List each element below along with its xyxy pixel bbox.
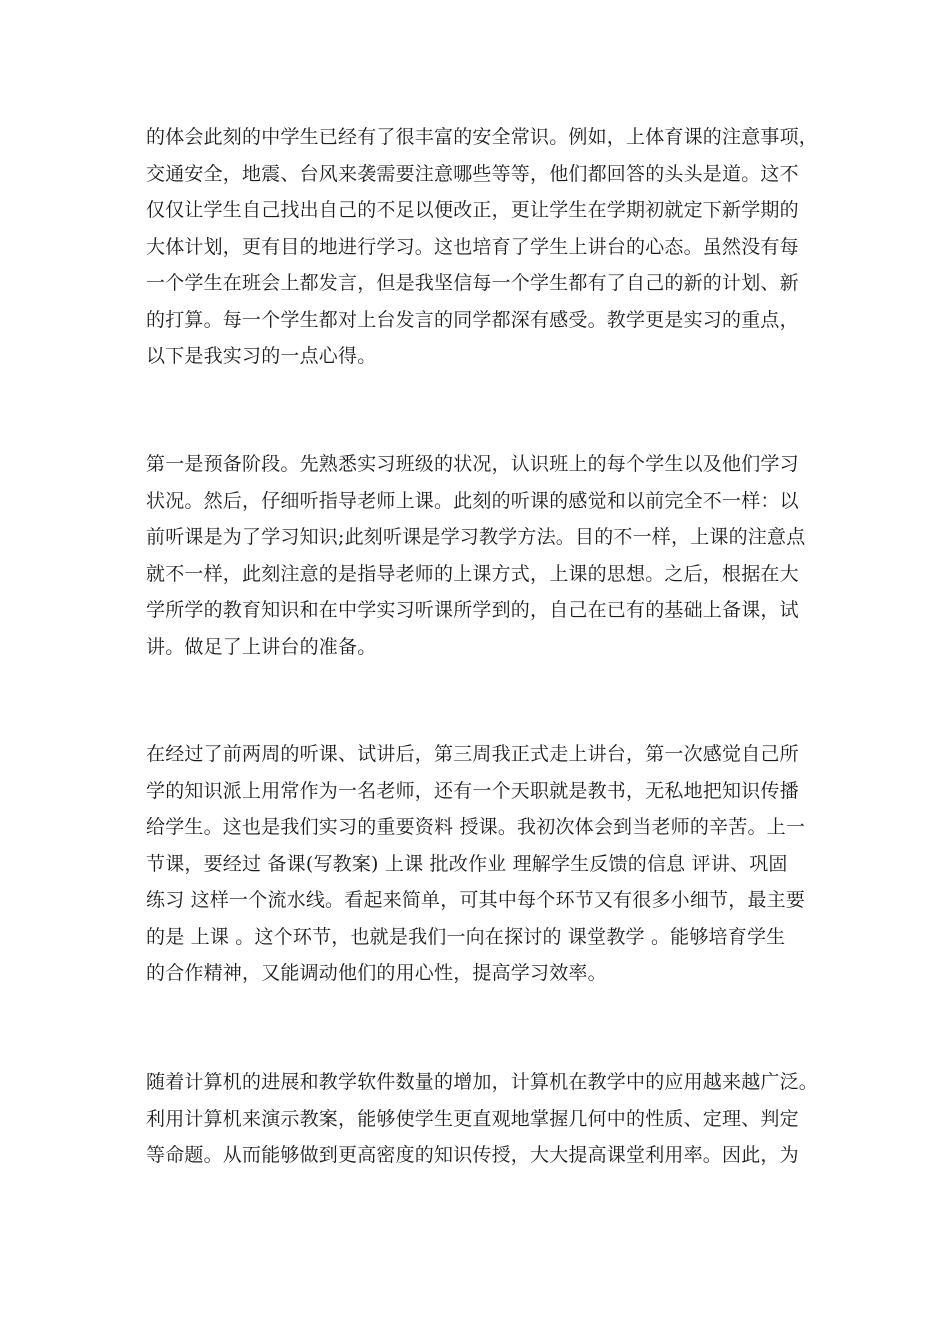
text-line: 随着计算机的进展和教学软件数量的增加，计算机在教学中的应用越来越广泛。 [146,1071,819,1093]
text-line: 等命题。从而能够做到更高密度的知识传授，大大提高课堂利用率。因此，为 [146,1144,799,1166]
text-line: 就不一样，此刻注意的是指导老师的上课方式，上课的思想。之后，根据在大 [146,562,799,585]
text-line: 讲。做足了上讲台的准备。 [146,635,377,658]
text-line: 大体计划，更有目的地进行学习。这也培育了学生上讲台的心态。虽然没有每 [146,235,799,258]
text-line: 交通安全，地震、台风来袭需要注意哪些等等，他们都回答的头头是道。这不 [146,162,799,185]
text-line: 利用计算机来演示教案，能够使学生更直观地掌握几何中的性质、定理、判定 [146,1107,799,1130]
text-line: 以下是我实习的一点心得。 [146,345,377,367]
text-line: 的合作精神，又能调动他们的用心性，提高学习效率。 [146,962,607,984]
text-line: 在经过了前两周的听课、试讲后，第三周我正式走上讲台，第一次感觉自己所 [146,743,799,765]
text-line: 前听课是为了学习知识;此刻听课是学习教学方法。目的不一样，上课的注意点 [146,526,806,548]
text-line: 练习 这样一个流水线。看起来简单，可其中每个环节又有很多小细节，最主要 [146,889,806,911]
text-line: 第一是预备阶段。先熟悉实习班级的状况，认识班上的每个学生以及他们学习 [146,453,799,475]
paragraph-1 [146,119,836,375]
text-line: 学的知识派上用常作为一名老师，还有一个天职就是教书，无私地把知识传播 [146,779,799,802]
paragraph-4 [146,1064,836,1174]
text-line: 给学生。这也是我们实习的重要资料 授课。我初次体会到当老师的辛苦。上一 [146,816,806,838]
text-line: 仅仅让学生自己找出自己的不足以便改正，更让学生在学期初就定下新学期的 [146,199,799,221]
text-line: 的是 上课 。这个环节，也就是我们一向在探讨的 课堂教学 。能够培育学生 [146,925,786,948]
text-line: 的体会此刻的中学生已经有了很丰富的安全常识。例如，上体育课的注意事项， [146,126,819,148]
text-line: 状况。然后，仔细听指导老师上课。此刻的听课的感觉和以前完全不一样：以 [146,489,799,512]
paragraph-2 [146,446,836,665]
text-line: 学所学的教育知识和在中学实习听课所学到的，自己在已有的基础上备课，试 [146,599,799,621]
text-line: 一个学生在班会上都发言，但是我坚信每一个学生都有了自己的新的计划、新 [146,272,799,294]
paragraph-3 [146,736,836,992]
text-line: 的打算。每一个学生都对上台发言的同学都深有感受。教学更是实习的重点， [146,308,799,331]
text-line: 节课，要经过 备课(写教案) 上课 批改作业 理解学生反馈的信息 评讲、巩固 [146,852,788,875]
